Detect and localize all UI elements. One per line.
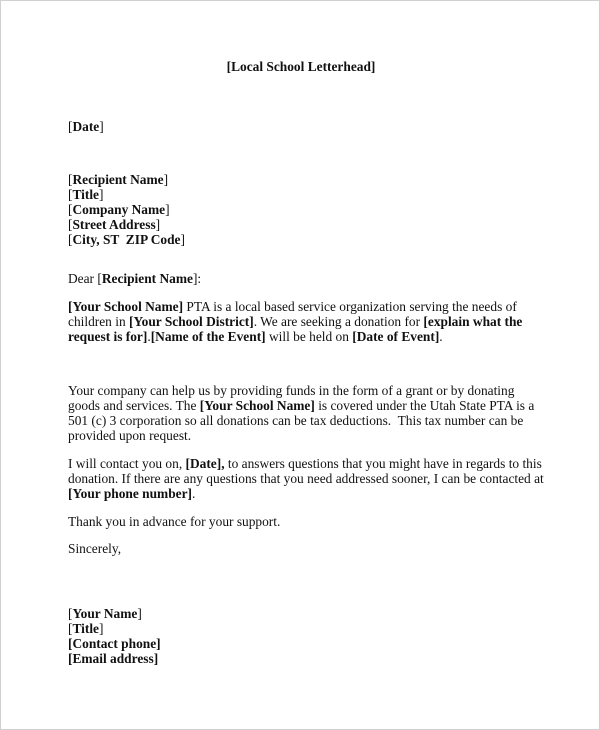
paragraph-2-line-4: provided upon request. <box>68 428 192 443</box>
date-placeholder: Date <box>72 119 100 134</box>
phone-number-placeholder: [Your phone number] <box>68 486 193 501</box>
bracket-open: [ <box>68 621 73 636</box>
paragraph-1-line-3 <box>68 329 443 344</box>
email-address-placeholder: Email address] <box>72 651 159 666</box>
paragraph-2-line-1: Your company can help us by providing funds in the form of a grant or by donating <box>68 383 515 398</box>
salutation-prefix: Dear [ <box>68 271 102 286</box>
your-title-placeholder: Title <box>72 621 100 636</box>
bracket-close: ] <box>163 172 169 187</box>
body-text: goods and services. The <box>68 398 200 413</box>
bracket-close: ] <box>99 621 104 636</box>
paragraph-1-line-1 <box>68 299 517 314</box>
body-text: . <box>192 486 196 501</box>
city-state-zip-placeholder: City, ST ZIP Code <box>72 232 181 247</box>
school-name-placeholder: [Your School Name] <box>68 299 184 314</box>
request-placeholder-end: request is for] <box>68 329 148 344</box>
paragraph-2-line-2 <box>68 398 534 413</box>
company-name-line <box>68 202 170 217</box>
bracket-open: [ <box>68 187 73 202</box>
body-text: . We are seeking a donation for <box>253 314 424 329</box>
paragraph-2-line-3: 501 (c) 3 corporation so all donations can be tax deductions. This tax number can be <box>68 413 524 428</box>
body-text: is covered under the Utah State PTA is a <box>314 398 535 413</box>
body-text: will be held on <box>265 329 353 344</box>
closing-line: Sincerely, <box>68 541 122 556</box>
bracket-close: ] <box>155 217 161 232</box>
bracket-open: [ <box>68 119 73 134</box>
body-text: I will contact you on, <box>68 456 186 471</box>
event-date-placeholder: [Date of Event] <box>352 329 440 344</box>
bracket-close: ] <box>165 202 170 217</box>
school-name-placeholder: [Your School Name] <box>199 398 315 413</box>
bracket-open: [ <box>68 202 73 217</box>
body-text: PTA is a local based service organization serving the needs of <box>183 299 517 314</box>
signature-name-line <box>68 606 142 621</box>
bracket-open: [ <box>68 232 73 247</box>
bracket-open: [ <box>68 606 73 621</box>
salutation-suffix: ]: <box>192 271 202 286</box>
paragraph-3-line-1 <box>68 456 542 471</box>
signature-email-line <box>68 651 158 666</box>
body-text: children in <box>68 314 129 329</box>
bracket-open: [ <box>68 172 73 187</box>
recipient-name-line <box>68 172 168 187</box>
bracket-close: ] <box>99 119 104 134</box>
bracket-open: [ <box>68 651 73 666</box>
event-name-placeholder: [Name of the Event] <box>150 329 266 344</box>
signature-phone-line <box>68 636 161 651</box>
salutation <box>68 271 201 286</box>
bracket-close: ] <box>99 187 104 202</box>
bracket-open: [ <box>68 217 73 232</box>
street-address-line <box>68 217 160 232</box>
paragraph-3-line-3 <box>68 486 195 501</box>
paragraph-3-line-2: donation. If there are any questions that you need addressed sooner, I can be contacted at <box>68 471 544 486</box>
school-district-placeholder: [Your School District] <box>128 314 254 329</box>
company-name-placeholder: Company Name <box>72 202 166 217</box>
recipient-title-line <box>68 187 103 202</box>
city-state-zip-line <box>68 232 185 247</box>
letterhead-title: [Local School Letterhead] <box>226 59 376 74</box>
signature-title-line <box>68 621 103 636</box>
contact-date-placeholder: [Date], <box>185 456 225 471</box>
date-line <box>68 119 104 134</box>
thanks-line: Thank you in advance for your support. <box>68 514 281 529</box>
bracket-close: ] <box>137 606 142 621</box>
recipient-title-placeholder: Title <box>72 187 100 202</box>
bracket-open: [ <box>68 636 73 651</box>
street-address-placeholder: Street Address <box>72 217 156 232</box>
recipient-name-placeholder: Recipient Name <box>72 172 164 187</box>
contact-phone-placeholder: Contact phone] <box>72 636 161 651</box>
request-placeholder: [explain what the <box>423 314 523 329</box>
bracket-close: ] <box>180 232 185 247</box>
salutation-name-placeholder: Recipient Name <box>101 271 193 286</box>
your-name-placeholder: Your Name <box>72 606 138 621</box>
body-text: to answers questions that you might have in regards to this <box>224 456 542 471</box>
body-text: . <box>439 329 443 344</box>
paragraph-1-line-2 <box>68 314 522 329</box>
body-text: . <box>147 329 151 344</box>
